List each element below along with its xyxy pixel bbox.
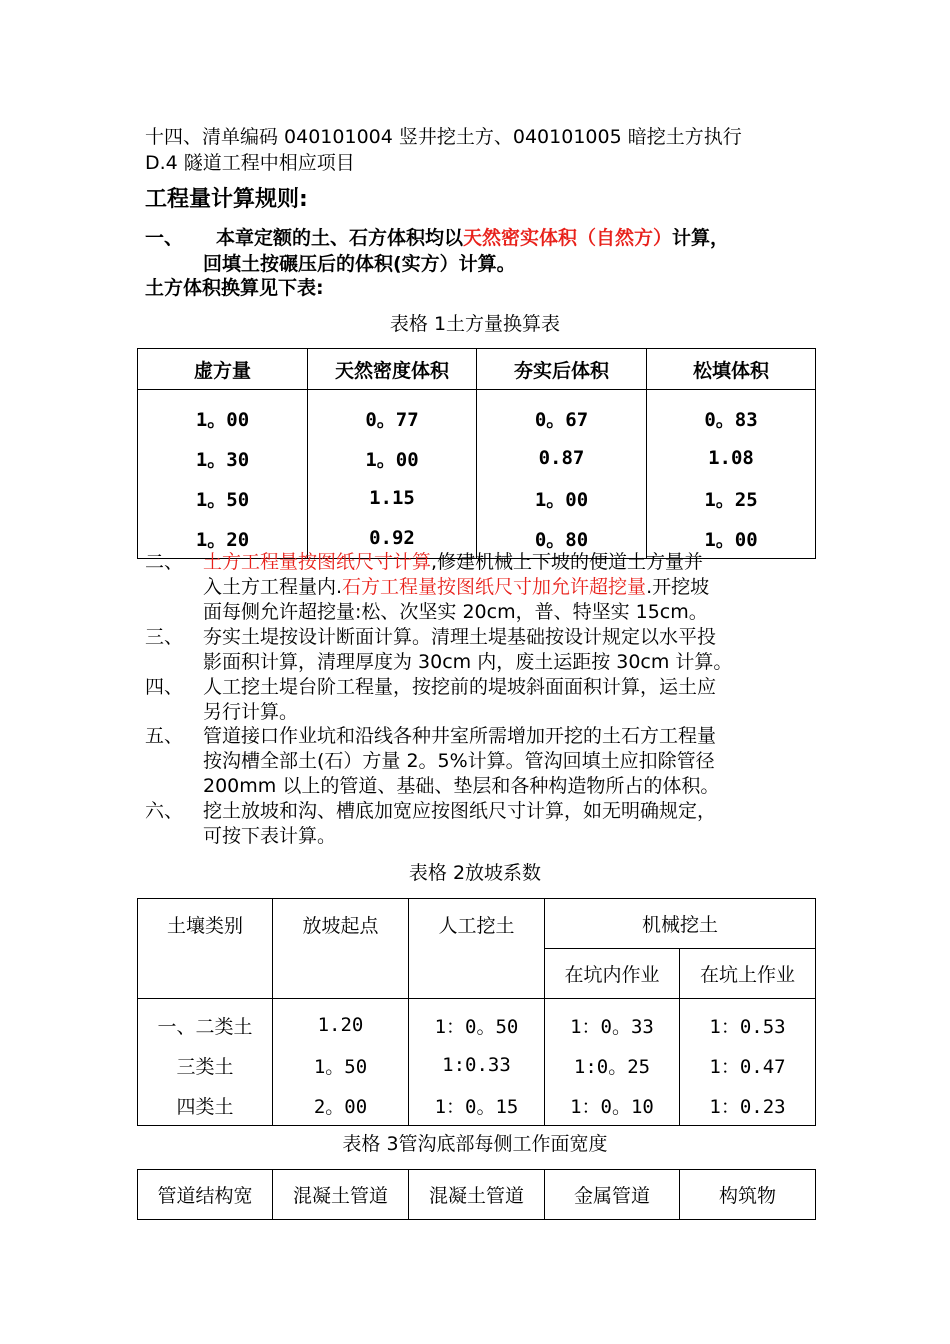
rule-2-line-2-post: .开挖坡 — [646, 576, 710, 598]
rule-6-line-2: 可按下表计算。 — [203, 825, 337, 847]
rule-1-line-1 — [145, 225, 729, 251]
table-3-header-cell: 构筑物 — [680, 1170, 816, 1220]
table-cell: 1：0.23 — [680, 1085, 816, 1126]
table-cell: 1.08 — [647, 438, 816, 478]
table-row — [138, 999, 816, 1046]
section-heading: 工程量计算规则: — [145, 187, 308, 212]
rule-2-red-2: 石方工程量按图纸尺寸加允许超挖量 — [342, 576, 647, 598]
table-cell: 0。77 — [308, 390, 477, 439]
table-cell: 1。00 — [477, 478, 647, 518]
rule-4-line-1: 人工挖土堤台阶工程量，按挖前的堤坡斜面面积计算，运土应 — [203, 676, 717, 698]
table-cell: 1：0。10 — [545, 1085, 680, 1126]
in-pit-header: 在坑内作业 — [545, 949, 680, 999]
table-3-header-cell: 混凝土管道 — [273, 1170, 409, 1220]
rule-6-body — [203, 799, 716, 849]
rule-6-line-1: 挖土放坡和沟、槽底加宽应按图纸尺寸计算，如无明确规定， — [203, 800, 717, 822]
table-cell: 1。50 — [273, 1045, 409, 1085]
rule-3-number: 三、 — [145, 626, 184, 648]
table-3-header-cell: 混凝土管道 — [409, 1170, 545, 1220]
table-3-caption: 表格 3管沟底部每侧工作面宽度 — [342, 1133, 608, 1155]
intro-line-1: 十四、清单编码 040101004 竖井挖土方、040101005 暗挖土方执行 — [145, 126, 742, 148]
rule-4-number: 四、 — [145, 676, 184, 698]
earthwork-conversion-table — [137, 348, 816, 559]
rule-2-text-1: ,修建机械上下坡的便道土方量并 — [431, 551, 704, 573]
table-cell: 1。50 — [138, 478, 308, 518]
table-cell: 1。30 — [138, 438, 308, 478]
rule-1-line-2: 回填土按碾压后的体积(实方）计算。 — [203, 253, 516, 275]
table-1-caption: 表格 1土方量换算表 — [389, 313, 561, 335]
table-cell: 1。20 — [138, 518, 308, 559]
rule-4-body — [203, 675, 716, 725]
manual-dig-header: 人工挖土 — [409, 899, 545, 999]
rule-2-red-1: 土方工程量按图纸尺寸计算 — [203, 551, 432, 573]
rule-2-line-2-pre: 入土方工程量内. — [203, 576, 343, 598]
rule-5-body — [203, 724, 719, 799]
table-cell: 0.87 — [477, 438, 647, 478]
table-1-header-row — [138, 349, 816, 390]
rule-6-number: 六、 — [145, 800, 184, 822]
table-1-header-cell: 天然密度体积 — [308, 349, 477, 390]
table-cell: 四类土 — [138, 1085, 273, 1126]
table-cell: 1：0。50 — [409, 999, 545, 1046]
table-2-header-row-1 — [138, 899, 816, 949]
table-3-header-cell: 管道结构宽 — [138, 1170, 273, 1220]
table-row — [138, 390, 816, 439]
rule-3-line-2: 影面积计算，清理厚度为 30cm 内，废土运距按 30cm 计算。 — [203, 651, 733, 673]
table-3-header-row — [138, 1170, 816, 1220]
table-row — [138, 478, 816, 518]
table-cell: 1。00 — [647, 518, 816, 559]
table-row — [138, 438, 816, 478]
on-pit-header: 在坑上作业 — [680, 949, 816, 999]
table-cell: 1：0.53 — [680, 999, 816, 1046]
table-cell: 1：0。33 — [545, 999, 680, 1046]
intro-line-2: D.4 隧道工程中相应项目 — [145, 152, 355, 174]
slope-coefficient-table — [137, 898, 816, 1126]
rule-2-body — [203, 550, 709, 625]
conversion-intro: 土方体积换算见下表: — [145, 277, 324, 299]
table-1-header-cell: 松填体积 — [647, 349, 816, 390]
table-cell: 1:0.33 — [409, 1045, 545, 1085]
table-cell: 1：0。15 — [409, 1085, 545, 1126]
table-cell: 1：0.47 — [680, 1045, 816, 1085]
table-cell: 1.15 — [308, 478, 477, 518]
table-cell: 1.20 — [273, 999, 409, 1046]
rule-1-text-pre: 本章定额的土、石方体积均以 — [216, 227, 464, 249]
table-cell: 1。00 — [308, 438, 477, 478]
rule-1-text-post: 计算， — [672, 227, 730, 249]
rule-5-line-1: 管道接口作业坑和沿线各种井室所需增加开挖的土石方工程量 — [203, 725, 717, 747]
rule-5-line-3: 200mm 以上的管道、基础、垫层和各种构造物所占的体积。 — [203, 775, 720, 797]
table-cell: 0。80 — [477, 518, 647, 559]
rule-1-highlight: 天然密实体积（自然方） — [463, 227, 673, 249]
table-3-header-cell: 金属管道 — [545, 1170, 680, 1220]
rule-5-number: 五、 — [145, 725, 184, 747]
rule-2-line-3: 面每侧允许超挖量:松、次坚实 20cm，普、特坚实 15cm。 — [203, 601, 708, 623]
table-row — [138, 1045, 816, 1085]
soil-type-header: 土壤类别 — [138, 899, 273, 999]
rule-5-line-2: 按沟槽全部土(石）方量 2。5%计算。管沟回填土应扣除管径 — [203, 750, 715, 772]
intro-paragraph — [145, 124, 742, 176]
table-cell: 一、二类土 — [138, 999, 273, 1046]
table-cell: 0。83 — [647, 390, 816, 439]
table-cell: 1:0。25 — [545, 1045, 680, 1085]
table-1-header-cell: 夯实后体积 — [477, 349, 647, 390]
table-2-caption: 表格 2放坡系数 — [408, 862, 542, 884]
rule-3-line-1: 夯实土堤按设计断面计算。清理土堤基础按设计规定以水平投 — [203, 626, 717, 648]
trench-working-width-table — [137, 1169, 816, 1220]
table-row — [138, 1085, 816, 1126]
table-cell: 0.92 — [308, 518, 477, 559]
slope-start-header: 放坡起点 — [273, 899, 409, 999]
table-1-header-cell: 虚方量 — [138, 349, 308, 390]
table-cell: 2。00 — [273, 1085, 409, 1126]
table-cell: 1。00 — [138, 390, 308, 439]
rule-3-body — [203, 625, 732, 675]
rule-4-line-2: 另行计算。 — [203, 701, 299, 723]
table-cell: 0。67 — [477, 390, 647, 439]
table-cell: 1。25 — [647, 478, 816, 518]
table-cell: 三类土 — [138, 1045, 273, 1085]
rule-1-number: 一、 — [145, 227, 184, 249]
machine-dig-header: 机械挖土 — [545, 899, 816, 949]
rule-2-number: 二、 — [145, 551, 184, 573]
